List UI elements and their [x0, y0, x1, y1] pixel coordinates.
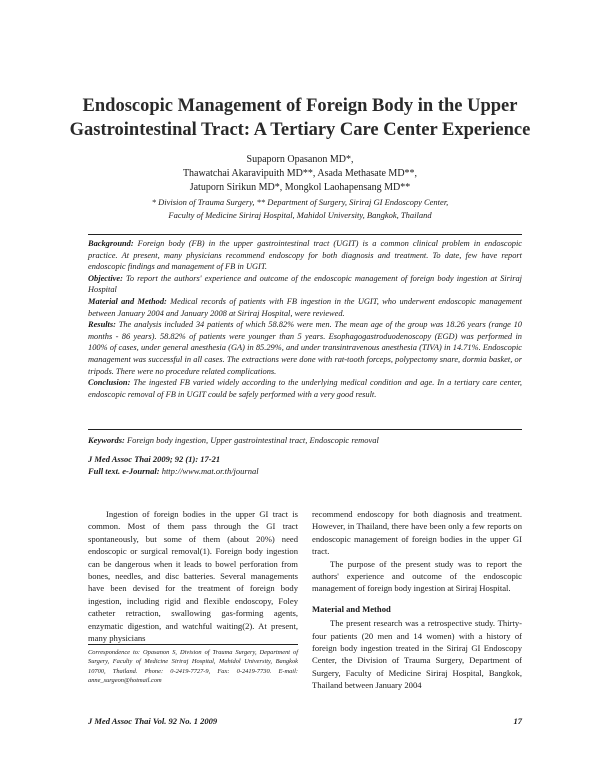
body-paragraph: Ingestion of foreign bodies in the upper GI tract is common. Most of them pass through the GI tract spontaneously, but some of them (about 20%) need endoscopic or surgical removal(1). Foreign body ingestion can be dangerous when it leads to bowel perforation from bones, needles, and disc batteries. Several managements have been devised for the treatment of foreign body ingestion, including rigid and flexible endoscopy, Foley catheter retraction, swallowing gas-forming agents, enzymatic digestion, and watchful waiting(2). At present, many physicians: [88, 509, 298, 644]
body-paragraph: The present research was a retrospective study. Thirty-four patients (20 men and 14 women) with a history of foreign body ingestion treated in the Siriraj GI Endoscopy Center, the Division of Trauma Surgery, Department of Surgery, Faculty of Medicine Siriraj Hospital, Bangkok, Thailand between January 2004: [312, 618, 522, 691]
fulltext-label: Full text. e-Journal:: [88, 466, 160, 476]
keywords-text: Foreign body ingestion, Upper gastrointestinal tract, Endoscopic removal: [124, 435, 379, 445]
results-label: Results:: [88, 320, 116, 330]
author-list: [40, 153, 560, 195]
body-paragraph: recommend endoscopy for both diagnosis and treatment. However, in Thailand, there have been only a few reports on endoscopic management of foreign bodies in the upper GI tract.: [312, 509, 522, 557]
abstract: [88, 238, 522, 400]
affiliation: [40, 196, 560, 222]
correspondence-footnote: Correspondence to: Opasanon S, Division of Trauma Surgery, Department of Surgery, Faculty of Medicine Siriraj Hospital, Mahidol University, Bangkok 10700, Thailand. Phone: 0-2419-7727-9, Fax: 0-2419-7730. E-mail: anne_surgeon@hotmail.com: [88, 649, 298, 684]
title-line-1: Endoscopic Management of Foreign Body in the Upper: [82, 96, 518, 116]
affiliation-line-2: Faculty of Medicine Siriraj Hospital, Mahidol University, Bangkok, Thailand: [168, 210, 432, 220]
journal-url-link[interactable]: http://www.mat.or.th/journal: [159, 466, 259, 476]
abstract-objective: [88, 273, 522, 296]
results-text: The analysis included 34 patients of which 58.82% were men. The mean age of the group was 18.26 years (range 10 months - 86 years). 58.82% of patients were younger than 5 years. Esophagogastroduodenoscopy (EGD) was performed in 100% of cases, under general anesthesia (GA) in 85.29%, and under transintravenous anesthesia (TIVA) in 14.71%. Endoscopic management was successful in all cases. The extractions were done with rat-tooth forceps, polypectomy snare, dormia basket, or tripods. There were no procedure related complications.: [88, 320, 522, 376]
citation-block: [88, 453, 522, 477]
author-line-2: Thawatchai Akaravipuith MD**, Asada Methasate MD**,: [182, 168, 418, 179]
methods-text: Medical records of patients with FB ingestion in the UGIT, who underwent endoscopic management between January 2004 and January 2008 at Siriraj Hospital, were reviewed.: [88, 296, 523, 318]
running-footer: J Med Assoc Thai Vol. 92 No. 1 2009: [88, 716, 218, 726]
body-right-column: [312, 508, 522, 692]
affiliation-line-1: * Division of Trauma Surgery, ** Department of Surgery, Siriraj GI Endoscopy Center,: [151, 197, 449, 207]
conclusion-label: Conclusion:: [88, 378, 131, 388]
abstract-top-rule: [88, 234, 522, 235]
journal-citation: J Med Assoc Thai 2009; 92 (1): 17-21: [88, 454, 221, 464]
author-line-3: Jatuporn Sirikun MD*, Mongkol Laohapensang MD**: [189, 182, 411, 193]
abstract-background: [88, 238, 522, 273]
background-label: Background:: [88, 239, 134, 248]
body-paragraph: The purpose of the present study was to report the authors' experience and outcome of the endoscopic management of foreign body ingestion at Siriraj Hospital.: [312, 558, 522, 594]
body-left-column: [88, 508, 298, 644]
section-heading: Material and Method: [312, 603, 391, 614]
background-text: Foreign body (FB) in the upper gastrointestinal tract (UGIT) is a common clinical problem in endoscopic practice. At present, many physicians recommend endoscopy for both diagnosis and treatment. To date, few have report endoscopic findings and management of FB in UGIT.: [88, 239, 522, 272]
methods-label: Material and Method:: [88, 296, 167, 306]
page-number: 17: [513, 716, 522, 726]
abstract-conclusion: [88, 377, 522, 400]
keywords-label: Keywords:: [88, 435, 125, 445]
abstract-methods: [88, 296, 522, 319]
objective-text: To report the authors' experience and outcome of the endoscopic management of foreign body ingestion at Siriraj Hospital: [88, 273, 522, 295]
article-title: [40, 94, 560, 142]
title-line-2: Gastrointestinal Tract: A Tertiary Care Center Experience: [69, 120, 531, 140]
conclusion-text: The ingested FB varied widely according to the underlying medical condition and age. In a tertiary care center, endoscopic removal of FB in UGIT could be safely performed with a very good result.: [88, 378, 522, 399]
author-line-1: Supaporn Opasanon MD*,: [246, 154, 354, 165]
fulltext-line: [88, 465, 522, 477]
keywords: [88, 434, 522, 446]
objective-label: Objective:: [88, 273, 123, 283]
abstract-results: [88, 319, 522, 377]
abstract-bottom-rule: [88, 429, 522, 430]
footnote-rule: [88, 644, 298, 645]
